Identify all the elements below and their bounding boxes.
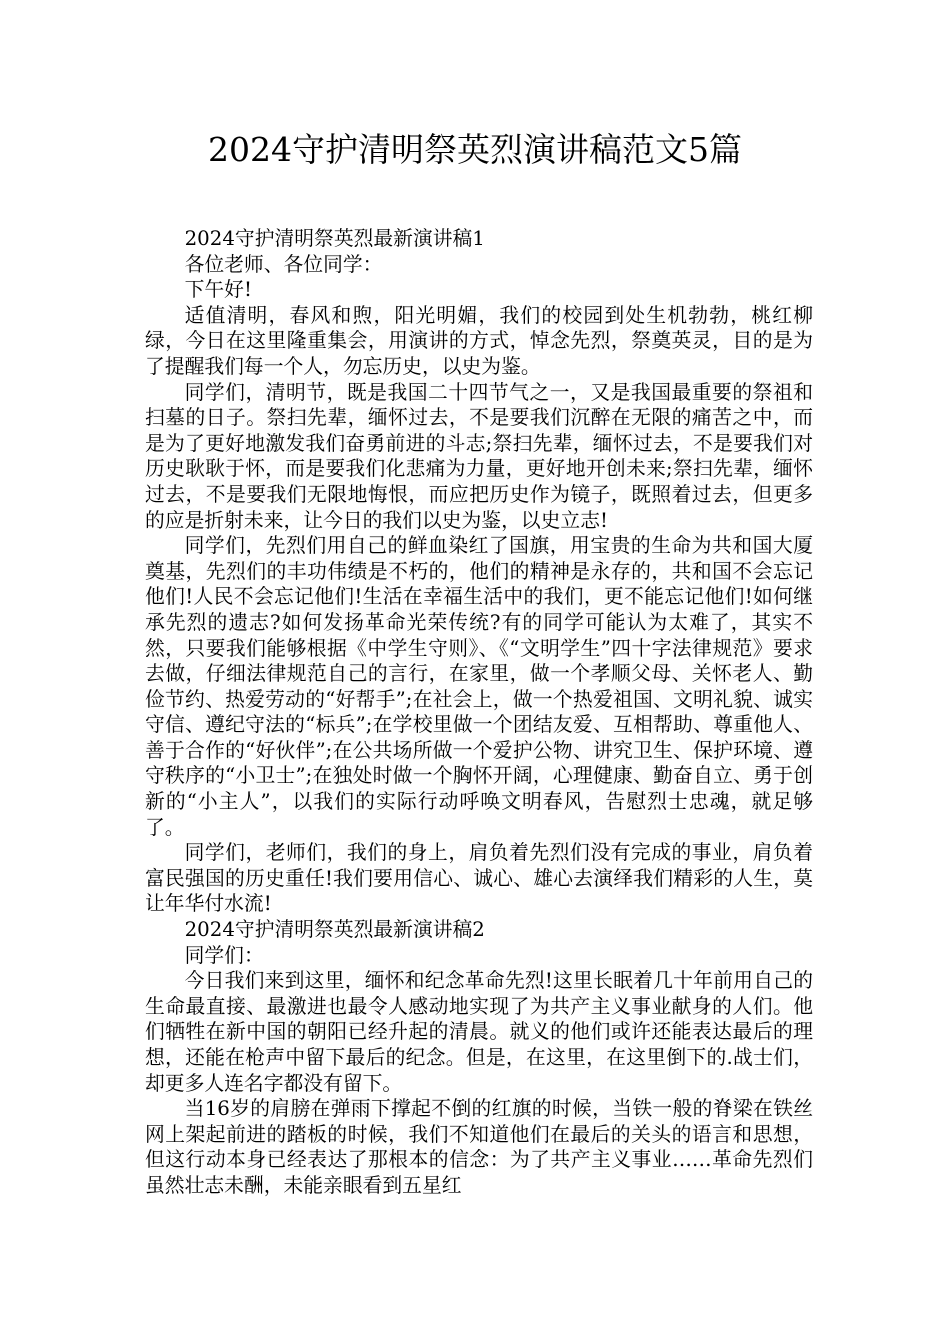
document-body — [145, 226, 813, 1199]
paragraph: 当16岁的肩膀在弹雨下撑起不倒的红旗的时候，当铁一般的脊梁在铁丝网上架起前进的踏板的时候，我们不知道他们在最后的关头的语言和思想，但这行动本身已经表达了那根本的信念：为了共产主义事业……革命先烈们虽然壮志未酬，未能亲眼看到五星红 — [145, 1097, 813, 1197]
document-title: 2024守护清明祭英烈演讲稿范文5篇 — [208, 130, 742, 169]
greeting: 下午好! — [184, 278, 252, 302]
speech-heading-2: 2024守护清明祭英烈最新演讲稿2 — [184, 918, 485, 942]
paragraph: 同学们，清明节，既是我国二十四节气之一，又是我国最重要的祭祖和扫墓的日子。祭扫先辈，缅怀过去，不是要我们沉醉在无限的痛苦之中，而是为了更好地激发我们奋勇前进的斗志;祭扫先辈，缅怀过去，不是要我们对历史耿耿于怀，而是要我们化悲痛为力量，更好地开创未来;祭扫先辈，缅怀过去，不是要我们无限地悔恨，而应把历史作为镜子，既照着过去，但更多的应是折射未来，让今日的我们以史为鉴，以史立志! — [145, 380, 813, 532]
paragraph: 适值清明，春风和煦，阳光明媚，我们的校园到处生机勃勃，桃红柳绿，今日在这里隆重集会，用演讲的方式，悼念先烈，祭奠英灵，目的是为了提醒我们每一个人，勿忘历史，以史为鉴。 — [145, 303, 813, 378]
salutation: 同学们： — [184, 943, 264, 967]
speech-heading-1: 2024守护清明祭英烈最新演讲稿1 — [184, 227, 485, 250]
paragraph: 同学们，先烈们用自己的鲜血染红了国旗，用宝贵的生命为共和国大厦奠基，先烈们的丰功伟绩是不朽的，他们的精神是永存的，共和国不会忘记他们!人民不会忘记他们!生活在幸福生活中的我们，更不能忘记他们!如何继承先烈的遗志?如何发扬革命光荣传统?有的同学可能认为太难了，其实不然，只要我们能够根据《中学生守则》、《“文明学生”四十字法律规范》要求去做，仔细法律规范自己的言行，在家里，做一个孝顺父母、关怀老人、勤俭节约、热爱劳动的“好帮手”;在社会上，做一个热爱祖国、文明礼貌、诚实守信、遵纪守法的“标兵”;在学校里做一个团结友爱、互相帮助、尊重他人、善于合作的“好伙伴”;在公共场所做一个爱护公物、讲究卫生、保护环境、遵守秩序的“小卫士”;在独处时做一个胸怀开阔，心理健康、勤奋自立、勇于创新的“小主人”，以我们的实际行动呼唤文明春风，告慰烈士忠魂，就足够了。 — [145, 534, 813, 839]
paragraph: 今日我们来到这里，缅怀和纪念革命先烈!这里长眠着几十年前用自己的生命最直接、最激进也最令人感动地实现了为共产主义事业献身的人们。他们牺牲在新中国的朝阳已经升起的清晨。就义的他们或许还能表达最后的理想，还能在枪声中留下最后的纪念。但是，在这里，在这里倒下的.战士们，却更多人连名字都没有留下。 — [145, 969, 813, 1095]
paragraph: 同学们，老师们，我们的身上，肩负着先烈们没有完成的事业，肩负着富民强国的历史重任!我们要用信心、诚心、雄心去演绎我们精彩的人生，莫让年华付水流! — [145, 841, 813, 916]
salutation: 各位老师、各位同学： — [184, 252, 383, 276]
